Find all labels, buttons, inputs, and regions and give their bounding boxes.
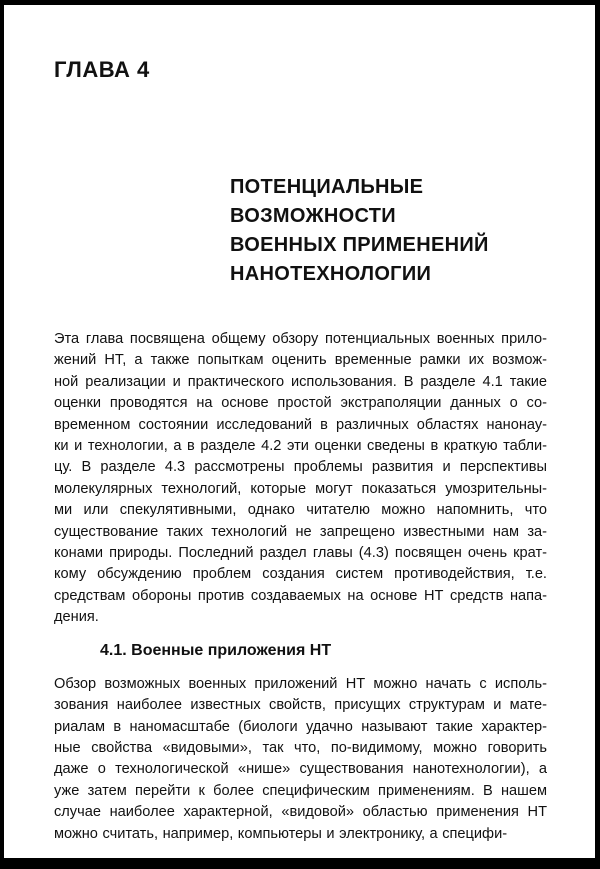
body-paragraph-1: Эта глава посвящена общему обзору потенциальных военных прило- жений НТ, а также попыткам оценить временные рамки их возмож- ной реализации и практического использования. В разделе 4.1 такие оценки проводятся на основе простой экстраполяции данных о со- временном состоянии исследований в различных областях нанонау- ки и технологии, а в разделе 4.2 эти оценки сведены в краткую табли- цу. В разделе 4.3 рассмотрены проблемы развития и перспективы молекулярных технологий, которые могут показаться умозрительны- ми или спекулятивными, однако читателю можно напомнить, что существование таких технологий не запрещено известными нам за- конами природы. Последний раздел главы (4.3) посвящен очень крат- кому обсуждению проблем создания систем противодействия, т.е. средствам обороны против создаваемых на основе НТ средств напа- дения. — [54, 331, 547, 626]
section-heading: 4.1. Военные приложения НТ — [100, 641, 332, 659]
page-content — [4, 57, 595, 869]
chapter-title: ПОТЕНЦИАЛЬНЫЕ ВОЗМОЖНОСТИ ВОЕННЫХ ПРИМЕНЕНИЙ НАНОТЕХНОЛОГИИ — [230, 176, 489, 285]
chapter-label: ГЛАВА 4 — [54, 57, 150, 82]
body-paragraph-2: Обзор возможных военных приложений НТ можно начать с исполь- зования наиболее известных свойств, присущих структурам и мате- риалам в наномасштабе (биологи удачно называют такие характер- ные свойства «видовыми», так что, по-видимому, можно говорить даже о технологической «нише» существования нанотехнологии), а уже затем перейти к более специфическим применениям. В нашем случае наиболее характерной, «видовой» областью применения НТ можно считать, например, компьютеры и электронику, а специфи- — [54, 675, 547, 842]
